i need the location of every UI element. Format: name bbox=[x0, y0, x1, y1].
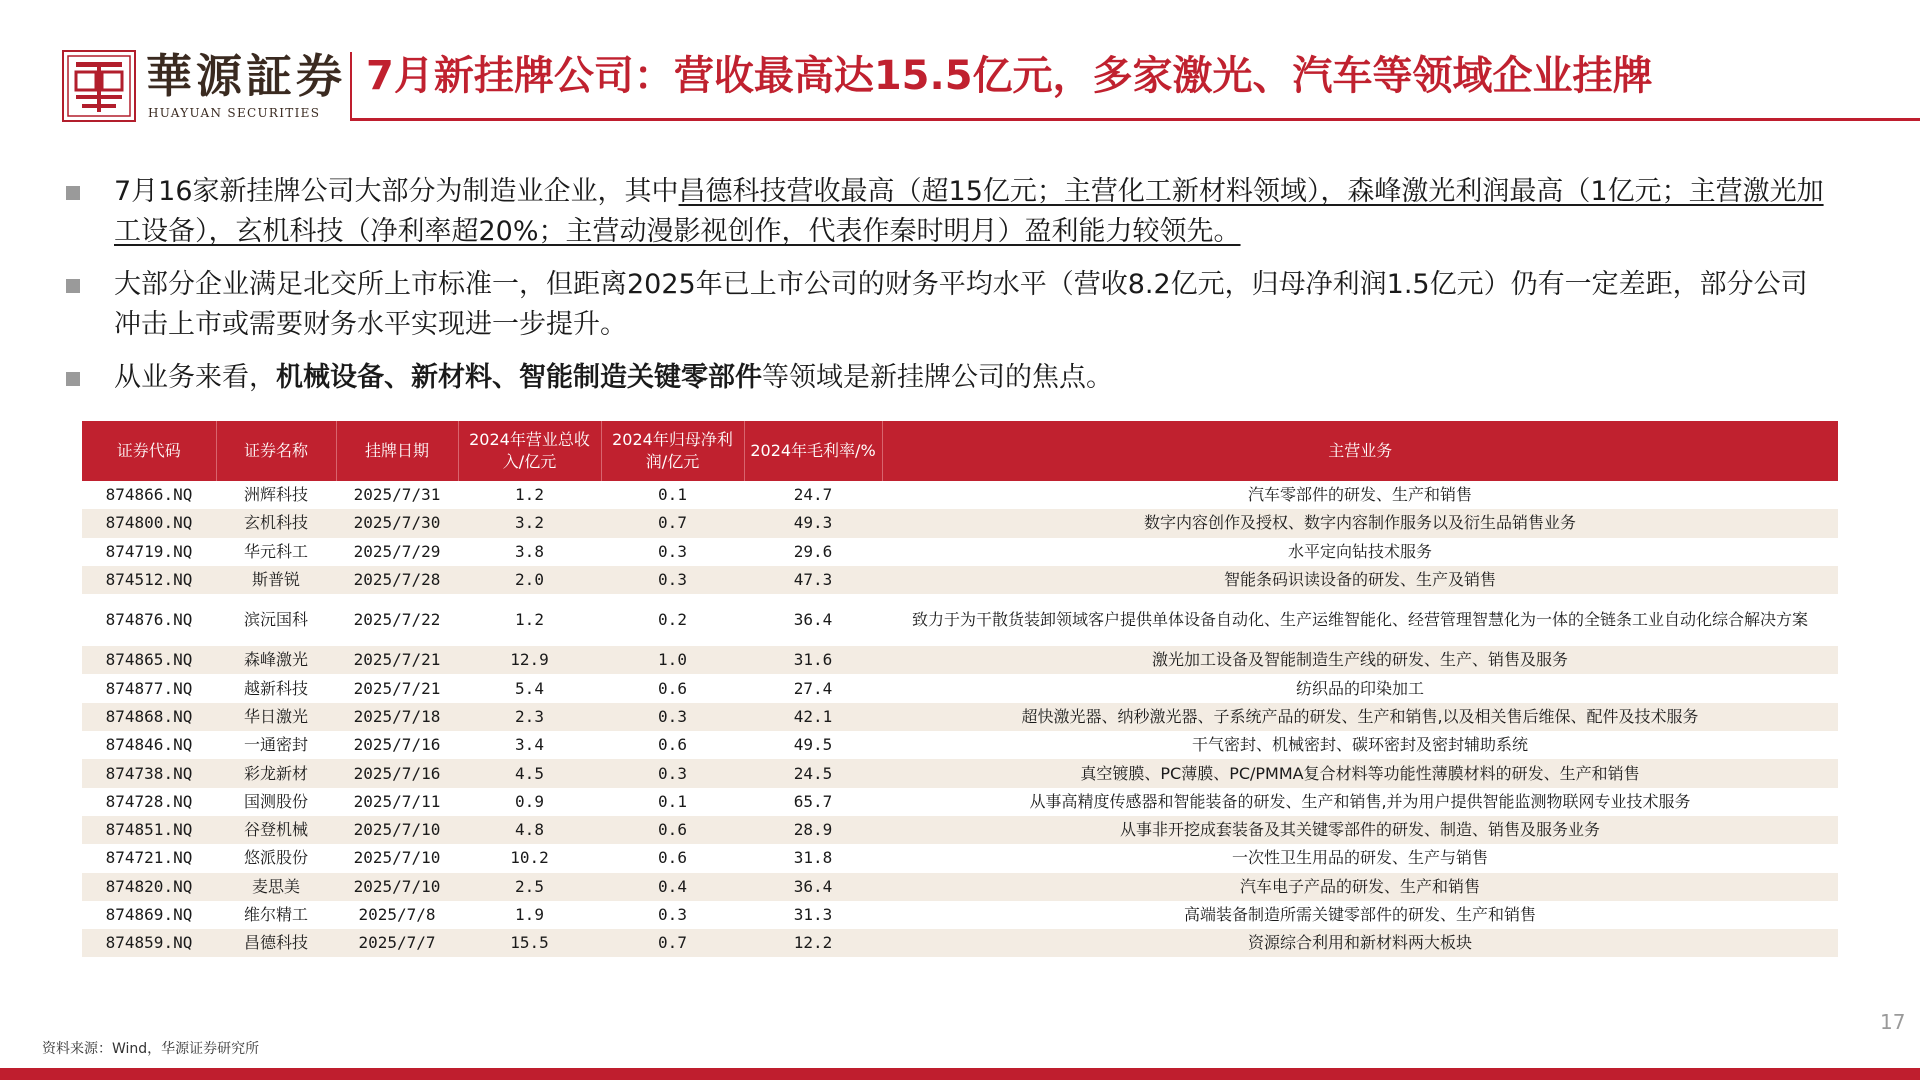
column-header: 证券名称 bbox=[216, 421, 336, 481]
table-cell: 0.6 bbox=[658, 735, 687, 755]
table-cell: 2025/7/28 bbox=[336, 566, 458, 594]
table-cell: 10.2 bbox=[510, 848, 549, 868]
table-cell: 0.9 bbox=[515, 791, 544, 811]
table-cell: 874721.NQ bbox=[105, 848, 193, 868]
footer-bar bbox=[0, 1068, 1920, 1080]
table-cell: 36.4 bbox=[744, 873, 882, 901]
table-cell: 874719.NQ bbox=[105, 541, 193, 561]
table-cell: 874512.NQ bbox=[82, 566, 216, 594]
table-cell: 874865.NQ bbox=[82, 646, 216, 674]
table-cell: 2025/7/10 bbox=[336, 873, 458, 901]
table-cell: 0.3 bbox=[658, 905, 687, 924]
bullet-item bbox=[62, 265, 1832, 345]
table-cell: 斯普锐 bbox=[216, 566, 336, 594]
table-cell: 0.3 bbox=[601, 566, 744, 594]
table-cell: 27.4 bbox=[793, 678, 833, 698]
table-cell: 越新科技 bbox=[243, 678, 308, 698]
listing-table bbox=[82, 421, 1838, 957]
column-header: 2024年归母净利润/亿元 bbox=[601, 421, 744, 481]
square-bullet-icon bbox=[66, 372, 80, 386]
table-cell: 1.9 bbox=[515, 905, 544, 924]
table-cell: 2025/7/21 bbox=[353, 678, 441, 698]
table-cell: 国测股份 bbox=[243, 791, 308, 811]
table-row bbox=[82, 566, 1838, 594]
table-cell: 从事高精度传感器和智能装备的研发、生产和销售,并为用户提供智能监测物联网专业技术服务 bbox=[1029, 791, 1691, 811]
bullet-text-bold: 机械设备、新材料、智能制造关键零部件 bbox=[276, 362, 762, 393]
table-cell: 致力于为干散货装卸领域客户提供单体设备自动化、生产运维智能化、经营管理智慧化为一体的全链条工业自动化综合解决方案 bbox=[911, 610, 1808, 630]
table-cell: 1.2 bbox=[515, 485, 544, 505]
square-bullet-icon bbox=[66, 186, 80, 200]
table-body bbox=[82, 481, 1838, 957]
table-cell: 2.0 bbox=[458, 566, 601, 594]
table-cell: 数字内容创作及授权、数字内容制作服务以及衍生品销售业务 bbox=[882, 509, 1838, 537]
table-cell: 24.7 bbox=[793, 485, 833, 505]
table-cell: 874869.NQ bbox=[105, 905, 193, 924]
title-underline bbox=[350, 118, 1920, 121]
table-cell: 玄机科技 bbox=[216, 509, 336, 537]
table-row bbox=[82, 844, 1838, 872]
table-cell: 智能条码识读设备的研发、生产及销售 bbox=[882, 566, 1838, 594]
table-row bbox=[82, 481, 1838, 509]
table-cell: 65.7 bbox=[793, 791, 833, 811]
bullet-item bbox=[62, 358, 1832, 398]
bullet-text: 7月16家新挂牌公司大部分为制造业企业，其中 bbox=[114, 176, 679, 207]
table-row bbox=[82, 703, 1838, 731]
table-row bbox=[82, 929, 1838, 957]
table-row bbox=[82, 873, 1838, 901]
table-cell: 麦思美 bbox=[216, 873, 336, 901]
column-header: 2024年营业总收入/亿元 bbox=[458, 421, 601, 481]
table-cell: 29.6 bbox=[793, 541, 833, 561]
table-cell: 0.1 bbox=[658, 485, 687, 505]
table-cell: 2025/7/16 bbox=[353, 735, 441, 755]
table-cell: 874728.NQ bbox=[105, 791, 193, 811]
table-cell: 874846.NQ bbox=[105, 735, 193, 755]
bullet-text: 等领域是新挂牌公司的焦点。 bbox=[762, 362, 1113, 393]
column-header: 2024年毛利率/% bbox=[744, 421, 882, 481]
table-cell: 12.2 bbox=[744, 929, 882, 957]
bullet-list bbox=[62, 172, 1832, 411]
table-cell: 4.8 bbox=[458, 816, 601, 844]
table-cell: 874738.NQ bbox=[82, 759, 216, 787]
table-cell: 5.4 bbox=[515, 678, 544, 698]
table-cell: 激光加工设备及智能制造生产线的研发、生产、销售及服务 bbox=[882, 646, 1838, 674]
table-cell: 1.2 bbox=[515, 610, 544, 630]
table-cell: 874877.NQ bbox=[105, 678, 193, 698]
table-cell: 2.5 bbox=[458, 873, 601, 901]
table-cell: 汽车电子产品的研发、生产和销售 bbox=[882, 873, 1838, 901]
table-cell: 3.4 bbox=[515, 735, 544, 755]
huayuan-logo-icon bbox=[62, 50, 136, 122]
table-row bbox=[82, 674, 1838, 702]
table-cell: 28.9 bbox=[744, 816, 882, 844]
table-cell: 0.6 bbox=[658, 848, 687, 868]
page-title: 7月新挂牌公司：营收最高达15.5亿元，多家激光、汽车等领域企业挂牌 bbox=[366, 53, 1653, 99]
table-cell: 超快激光器、纳秒激光器、子系统产品的研发、生产和销售,以及相关售后维保、配件及技术服务 bbox=[882, 703, 1838, 731]
table-cell: 3.8 bbox=[515, 541, 544, 561]
table-cell: 从事非开挖成套装备及其关键零部件的研发、制造、销售及服务业务 bbox=[882, 816, 1838, 844]
table-cell: 2025/7/31 bbox=[353, 485, 441, 505]
table-cell: 2025/7/10 bbox=[353, 848, 441, 868]
table-cell: 49.3 bbox=[744, 509, 882, 537]
table-cell: 滨沅国科 bbox=[243, 610, 308, 630]
table-cell: 2025/7/29 bbox=[353, 541, 441, 561]
table-cell: 森峰激光 bbox=[216, 646, 336, 674]
table-cell: 2025/7/30 bbox=[336, 509, 458, 537]
header-divider bbox=[350, 52, 352, 120]
table-cell: 0.7 bbox=[601, 509, 744, 537]
bullet-text: 大部分企业满足北交所上市标准一，但距离2025年已上市公司的财务平均水平（营收8.2亿元，归母净利润1.5亿元）仍有一定差距，部分公司冲击上市或需要财务水平实现进一步提升。 bbox=[114, 269, 1808, 340]
bullet-text-underlined: 昌德科技营收最高（超15亿元；主营化工新材料领域），森峰激光利润最高（1亿元；主营激光加工设备），玄机科技（净利率超20%；主营动漫影视创作，代表作秦时明月）盈利能力较领先。 bbox=[114, 176, 1824, 247]
table-cell: 31.6 bbox=[744, 646, 882, 674]
source-note: 资料来源：Wind，华源证券研究所 bbox=[42, 1041, 260, 1057]
table-cell: 华元科工 bbox=[243, 541, 308, 561]
table-row bbox=[82, 594, 1838, 646]
page-number: 17 bbox=[1880, 1010, 1906, 1034]
table-cell: 2025/7/10 bbox=[336, 816, 458, 844]
table-cell: 昌德科技 bbox=[216, 929, 336, 957]
table-cell: 874866.NQ bbox=[105, 485, 193, 505]
table-cell: 洲辉科技 bbox=[243, 485, 308, 505]
table-cell: 36.4 bbox=[793, 610, 833, 630]
table-cell: 42.1 bbox=[744, 703, 882, 731]
table-cell: 2025/7/8 bbox=[358, 905, 436, 924]
table-cell: 874876.NQ bbox=[105, 610, 193, 630]
table-cell: 2025/7/7 bbox=[336, 929, 458, 957]
table-row bbox=[82, 731, 1838, 759]
table-cell: 0.3 bbox=[658, 541, 687, 561]
table-cell: 一通密封 bbox=[243, 735, 308, 755]
table-cell: 0.3 bbox=[601, 703, 744, 731]
brand-name-en: HUAYUAN SECURITIES bbox=[148, 106, 321, 120]
table-cell: 4.5 bbox=[458, 759, 601, 787]
table-cell: 一次性卫生用品的研发、生产与销售 bbox=[1231, 848, 1488, 868]
table-cell: 悠派股份 bbox=[243, 848, 308, 868]
table-cell: 0.7 bbox=[601, 929, 744, 957]
table-cell: 49.5 bbox=[793, 735, 833, 755]
table-cell: 维尔精工 bbox=[243, 905, 308, 924]
square-bullet-icon bbox=[66, 279, 80, 293]
table-cell: 干气密封、机械密封、碳环密封及密封辅助系统 bbox=[1191, 735, 1528, 755]
table-cell: 0.1 bbox=[658, 791, 687, 811]
table-row bbox=[82, 759, 1838, 787]
column-header: 证券代码 bbox=[82, 421, 216, 481]
table-row bbox=[82, 646, 1838, 674]
table-cell: 874851.NQ bbox=[82, 816, 216, 844]
table-cell: 0.2 bbox=[658, 610, 687, 630]
table-cell: 水平定向钻技术服务 bbox=[1287, 541, 1432, 561]
bullet-item bbox=[62, 172, 1832, 252]
table-cell: 汽车零部件的研发、生产和销售 bbox=[1247, 485, 1472, 505]
column-header: 主营业务 bbox=[882, 421, 1838, 481]
table-cell: 874868.NQ bbox=[82, 703, 216, 731]
table-cell: 874800.NQ bbox=[82, 509, 216, 537]
table-cell: 资源综合利用和新材料两大板块 bbox=[882, 929, 1838, 957]
table-row bbox=[82, 816, 1838, 844]
table-cell: 0.4 bbox=[601, 873, 744, 901]
table-cell: 0.6 bbox=[601, 816, 744, 844]
table-cell: 华日激光 bbox=[216, 703, 336, 731]
table-cell: 0.3 bbox=[601, 759, 744, 787]
table-row bbox=[82, 788, 1838, 816]
table-cell: 2025/7/18 bbox=[336, 703, 458, 731]
table-header bbox=[82, 421, 1838, 481]
table-row bbox=[82, 538, 1838, 566]
table-cell: 1.0 bbox=[601, 646, 744, 674]
table-cell: 874820.NQ bbox=[82, 873, 216, 901]
table-cell: 24.5 bbox=[744, 759, 882, 787]
column-header: 挂牌日期 bbox=[336, 421, 458, 481]
table-cell: 高端装备制造所需关键零部件的研发、生产和销售 bbox=[1183, 905, 1536, 924]
table-cell: 2025/7/22 bbox=[353, 610, 441, 630]
table-cell: 12.9 bbox=[458, 646, 601, 674]
table-cell: 2025/7/11 bbox=[353, 791, 441, 811]
table-cell: 彩龙新材 bbox=[216, 759, 336, 787]
table-cell: 2025/7/16 bbox=[336, 759, 458, 787]
table-cell: 谷登机械 bbox=[216, 816, 336, 844]
data-table bbox=[82, 421, 1838, 957]
brand-name: 華源証券 bbox=[146, 49, 346, 103]
table-cell: 纺织品的印染加工 bbox=[1295, 678, 1424, 698]
table-row bbox=[82, 901, 1838, 929]
table-cell: 47.3 bbox=[744, 566, 882, 594]
table-cell: 3.2 bbox=[458, 509, 601, 537]
table-cell: 2025/7/21 bbox=[336, 646, 458, 674]
table-cell: 874859.NQ bbox=[82, 929, 216, 957]
table-cell: 31.8 bbox=[793, 848, 833, 868]
table-cell: 15.5 bbox=[458, 929, 601, 957]
table-cell: 2.3 bbox=[458, 703, 601, 731]
table-row bbox=[82, 509, 1838, 537]
bullet-text: 从业务来看， bbox=[114, 362, 276, 393]
table-cell: 31.3 bbox=[793, 905, 833, 924]
table-cell: 真空镀膜、PC薄膜、PC/PMMA复合材料等功能性薄膜材料的研发、生产和销售 bbox=[882, 759, 1838, 787]
table-cell: 0.6 bbox=[658, 678, 687, 698]
